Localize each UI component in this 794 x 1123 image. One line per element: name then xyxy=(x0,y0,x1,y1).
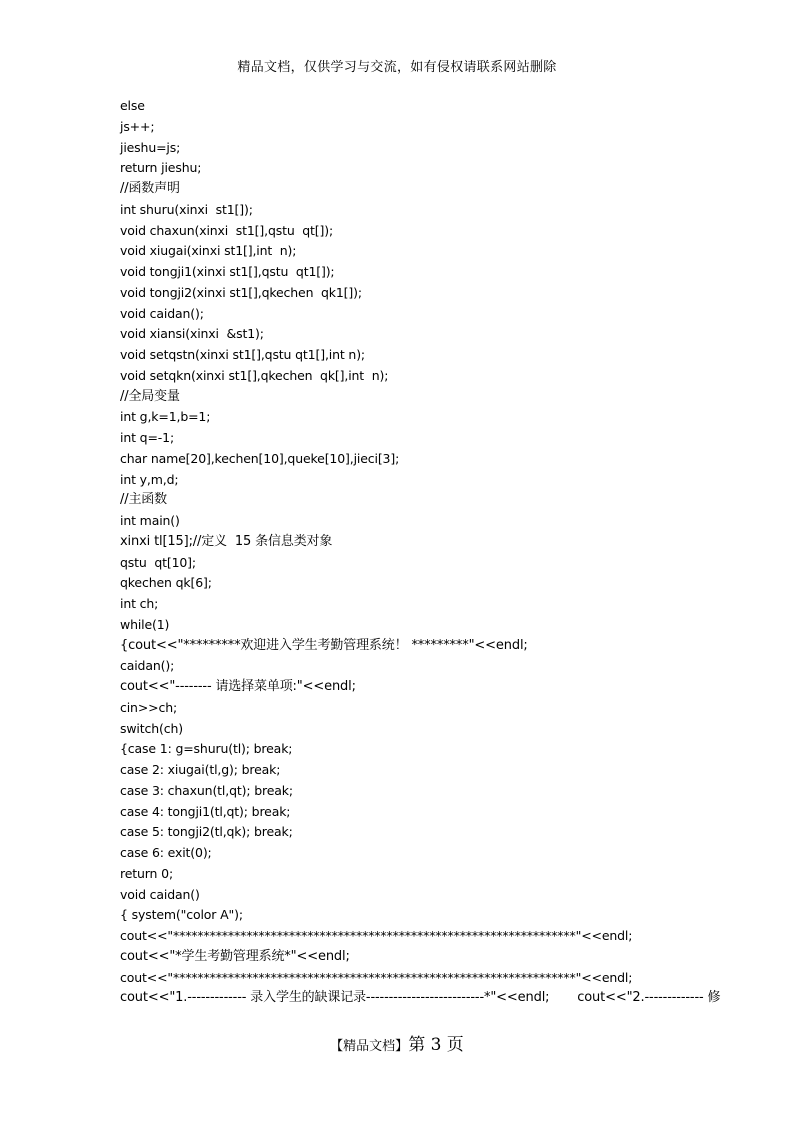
code-line: int ch; xyxy=(120,596,159,611)
code-line: cout<<"*学生考勤管理系统*"<<endl; xyxy=(120,948,350,964)
code-line: void tongji1(xinxi st1[],qstu qt1[]); xyxy=(120,264,335,279)
code-line: case 6: exit(0); xyxy=(120,845,212,860)
code-line: void xiugai(xinxi st1[],int n); xyxy=(120,243,297,259)
code-line: void setqstn(xinxi st1[],qstu qt1[],int n); xyxy=(120,347,365,362)
code-line: caidan(); xyxy=(120,658,175,674)
code-line: else xyxy=(120,98,145,113)
page-number: 第 3 页 xyxy=(408,1035,464,1055)
code-line: while(1) xyxy=(120,616,170,632)
code-line: cout<<"1.------------- 录入学生的缺课记录--------------------------*"<<endl; cout<<"2.------------- 修 xyxy=(120,990,721,1006)
code-line: //主函数 xyxy=(120,492,168,508)
code-line: void xiansi(xinxi &st1); xyxy=(120,326,264,342)
code-line: cin>>ch; xyxy=(120,699,178,715)
code-line: {case 1: g=shuru(tl); break; xyxy=(120,741,293,757)
code-line: case 4: tongji1(tl,qt); break; xyxy=(120,803,291,819)
code-line: int q=-1; xyxy=(120,430,175,445)
code-line: js++; xyxy=(120,118,155,134)
code-line: return 0; xyxy=(120,865,174,881)
code-line: void caidan(); xyxy=(120,305,204,321)
code-line: qkechen qk[6]; xyxy=(120,575,212,591)
code-line: char name[20],kechen[10],queke[10],jieci[3]; xyxy=(120,450,400,466)
code-listing xyxy=(120,96,720,1009)
page-footer xyxy=(0,1033,794,1059)
code-line: {cout<<"*********欢迎进入学生考勤管理系统！ *********"<<endl; xyxy=(120,637,528,653)
code-line: int shuru(xinxi st1[]); xyxy=(120,201,253,217)
code-line: case 5: tongji2(tl,qk); break; xyxy=(120,824,293,840)
code-line: void caidan() xyxy=(120,886,200,902)
code-line: cout<<"******************************************************************"<<endl; xyxy=(120,969,633,985)
code-line: jieshu=js; xyxy=(120,139,181,155)
code-line: xinxi tl[15];//定义 15 条信息类对象 xyxy=(120,533,333,549)
code-line: int g,k=1,b=1; xyxy=(120,409,211,425)
code-line: case 3: chaxun(tl,qt); break; xyxy=(120,782,293,798)
code-line: switch(ch) xyxy=(120,720,183,736)
code-line: qstu qt[10]; xyxy=(120,554,196,570)
code-line: //函数声明 xyxy=(120,181,180,196)
code-line: int y,m,d; xyxy=(120,471,179,487)
code-line: { system("color A"); xyxy=(120,907,243,923)
page-header: 精品文档，仅供学习与交流，如有侵权请联系网站删除 xyxy=(237,59,557,74)
code-line: return jieshu; xyxy=(120,160,202,176)
code-line: cout<<"-------- 请选择菜单项:"<<endl; xyxy=(120,679,356,694)
code-line: int main() xyxy=(120,513,180,528)
code-line: cout<<"******************************************************************"<<endl; xyxy=(120,928,633,943)
footer-tag: 【精品文档】 xyxy=(330,1039,409,1054)
code-line: //全局变量 xyxy=(120,388,180,404)
code-line: void chaxun(xinxi st1[],qstu qt[]); xyxy=(120,222,334,238)
code-line: case 2: xiugai(tl,g); break; xyxy=(120,762,281,777)
code-line: void setqkn(xinxi st1[],qkechen qk[],int n); xyxy=(120,367,389,383)
code-line: void tongji2(xinxi st1[],qkechen qk1[]); xyxy=(120,284,362,300)
